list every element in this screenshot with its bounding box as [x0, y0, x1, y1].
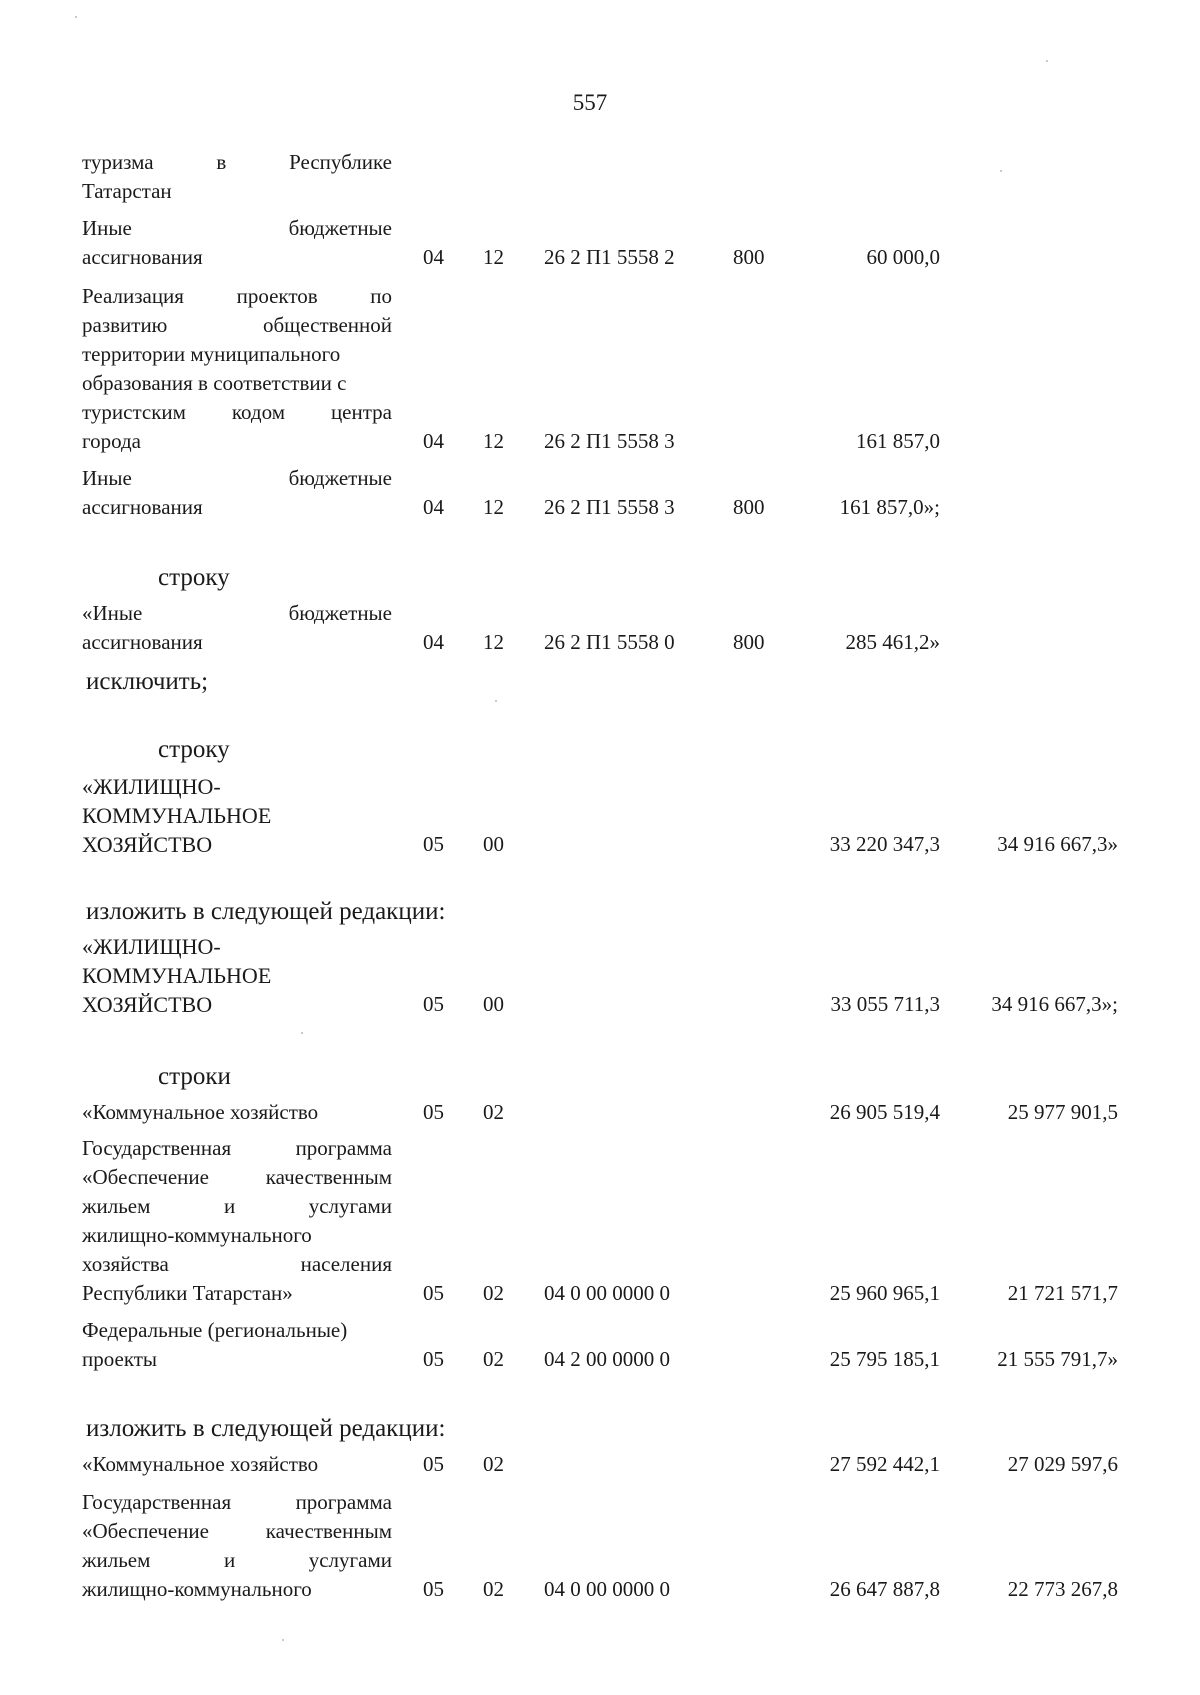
description-line: Татарстан	[82, 179, 172, 203]
description-line: жильем и услугами	[82, 1194, 392, 1218]
description-line: Государственная программа	[82, 1136, 392, 1160]
description-line: проекты	[82, 1347, 158, 1371]
description-line: территории муниципального	[82, 342, 341, 366]
section-code: 05	[423, 1577, 444, 1601]
description-line: ХОЗЯЙСТВО	[82, 992, 213, 1017]
expense-type-code: 800	[733, 245, 765, 269]
instruction-text: изложить в следующей редакции:	[86, 898, 446, 925]
row-description	[82, 214, 392, 272]
description-line: туристским кодом центра	[82, 400, 392, 424]
description-line: Федеральные (региональные)	[82, 1318, 348, 1342]
instruction-text: изложить в следующей редакции:	[86, 1415, 446, 1442]
section-code: 05	[423, 992, 444, 1016]
amount-year-2: 27 029 597,6	[1007, 1452, 1118, 1476]
subsection-code: 02	[483, 1100, 504, 1124]
target-article-code: 04 0 00 0000 0	[544, 1281, 670, 1305]
description-line: ассигнования	[82, 630, 203, 654]
target-article-code: 26 2 П1 5558 3	[544, 495, 675, 519]
scan-speck	[282, 1639, 284, 1641]
amount-year-1: 33 220 347,3	[829, 832, 940, 856]
instruction-text: строку	[158, 736, 230, 763]
description-line: города	[82, 429, 141, 453]
description-line: «Иные бюджетные	[82, 601, 392, 625]
scan-speck	[1046, 60, 1048, 62]
scan-speck	[75, 16, 77, 18]
section-code: 05	[423, 1452, 444, 1476]
scan-speck	[1000, 170, 1002, 172]
amount-year-2: 22 773 267,8	[1007, 1577, 1118, 1601]
description-line: образования в соответствии с	[82, 371, 347, 395]
row-description	[82, 464, 392, 522]
expense-type-code: 800	[733, 630, 765, 654]
description-line: Государственная программа	[82, 1490, 392, 1514]
row-description	[82, 148, 392, 206]
description-line: Республики Татарстан»	[82, 1281, 293, 1305]
amount-year-2: 21 555 791,7»	[997, 1347, 1118, 1371]
amount-year-2: 25 977 901,5	[1007, 1100, 1118, 1124]
description-line: жилищно-коммунального	[82, 1577, 312, 1601]
row-description	[82, 1488, 392, 1604]
description-line: Иные бюджетные	[82, 216, 392, 240]
target-article-code: 04 2 00 0000 0	[544, 1347, 670, 1371]
subsection-code: 00	[483, 832, 504, 856]
row-description	[82, 1316, 392, 1374]
subsection-code: 02	[483, 1452, 504, 1476]
amount-year-1: 25 795 185,1	[829, 1347, 940, 1371]
target-article-code: 26 2 П1 5558 3	[544, 429, 675, 453]
target-article-code: 26 2 П1 5558 0	[544, 630, 675, 654]
amount-year-1: 161 857,0»;	[839, 495, 940, 519]
row-description	[82, 932, 392, 1019]
scan-speck	[301, 1032, 303, 1034]
description-line: туризма в Республике	[82, 150, 392, 174]
section-code: 04	[423, 630, 444, 654]
subsection-code: 02	[483, 1577, 504, 1601]
row-description	[82, 1450, 392, 1479]
subsection-code: 02	[483, 1281, 504, 1305]
instruction-text: строку	[158, 564, 230, 591]
amount-year-2: 21 721 571,7	[1007, 1281, 1118, 1305]
description-line: «Обеспечение качественным	[82, 1165, 392, 1189]
instruction-text: строки	[158, 1063, 231, 1090]
target-article-code: 26 2 П1 5558 2	[544, 245, 675, 269]
description-line: ассигнования	[82, 245, 203, 269]
section-code: 04	[423, 495, 444, 519]
amount-year-1: 285 461,2»	[845, 630, 940, 654]
subsection-code: 12	[483, 245, 504, 269]
amount-year-1: 60 000,0	[866, 245, 940, 269]
subsection-code: 12	[483, 495, 504, 519]
amount-year-1: 26 905 519,4	[829, 1100, 940, 1124]
description-line: жильем и услугами	[82, 1548, 392, 1572]
amount-year-1: 25 960 965,1	[829, 1281, 940, 1305]
instruction-text: исключить;	[86, 668, 209, 695]
row-description	[82, 772, 392, 859]
expense-type-code: 800	[733, 495, 765, 519]
section-code: 05	[423, 1100, 444, 1124]
description-line: Иные бюджетные	[82, 466, 392, 490]
description-line: «Коммунальное хозяйство	[82, 1100, 319, 1124]
description-line: «ЖИЛИЩНО-	[82, 934, 221, 959]
description-line: жилищно-коммунального	[82, 1223, 312, 1247]
subsection-code: 02	[483, 1347, 504, 1371]
description-line: «ЖИЛИЩНО-	[82, 774, 221, 799]
amount-year-1: 161 857,0	[856, 429, 940, 453]
row-description	[82, 1098, 392, 1127]
description-line: «Коммунальное хозяйство	[82, 1452, 319, 1476]
description-line: КОММУНАЛЬНОЕ	[82, 963, 272, 988]
description-line: ХОЗЯЙСТВО	[82, 832, 213, 857]
row-description	[82, 599, 392, 657]
description-line: КОММУНАЛЬНОЕ	[82, 803, 272, 828]
subsection-code: 12	[483, 630, 504, 654]
section-code: 05	[423, 1281, 444, 1305]
amount-year-1: 26 647 887,8	[829, 1577, 940, 1601]
amount-year-1: 33 055 711,3	[830, 992, 940, 1016]
section-code: 05	[423, 832, 444, 856]
subsection-code: 00	[483, 992, 504, 1016]
scan-speck	[495, 700, 497, 702]
section-code: 04	[423, 245, 444, 269]
amount-year-1: 27 592 442,1	[829, 1452, 940, 1476]
row-description	[82, 1134, 392, 1308]
amount-year-2: 34 916 667,3»;	[991, 992, 1118, 1016]
description-line: развитию общественной	[82, 313, 392, 337]
section-code: 05	[423, 1347, 444, 1371]
row-description	[82, 282, 392, 456]
page-number: 557	[572, 90, 608, 115]
description-line: ассигнования	[82, 495, 203, 519]
target-article-code: 04 0 00 0000 0	[544, 1577, 670, 1601]
description-line: «Обеспечение качественным	[82, 1519, 392, 1543]
section-code: 04	[423, 429, 444, 453]
subsection-code: 12	[483, 429, 504, 453]
description-line: Реализация проектов по	[82, 284, 392, 308]
description-line: хозяйства населения	[82, 1252, 392, 1276]
amount-year-2: 34 916 667,3»	[997, 832, 1118, 856]
